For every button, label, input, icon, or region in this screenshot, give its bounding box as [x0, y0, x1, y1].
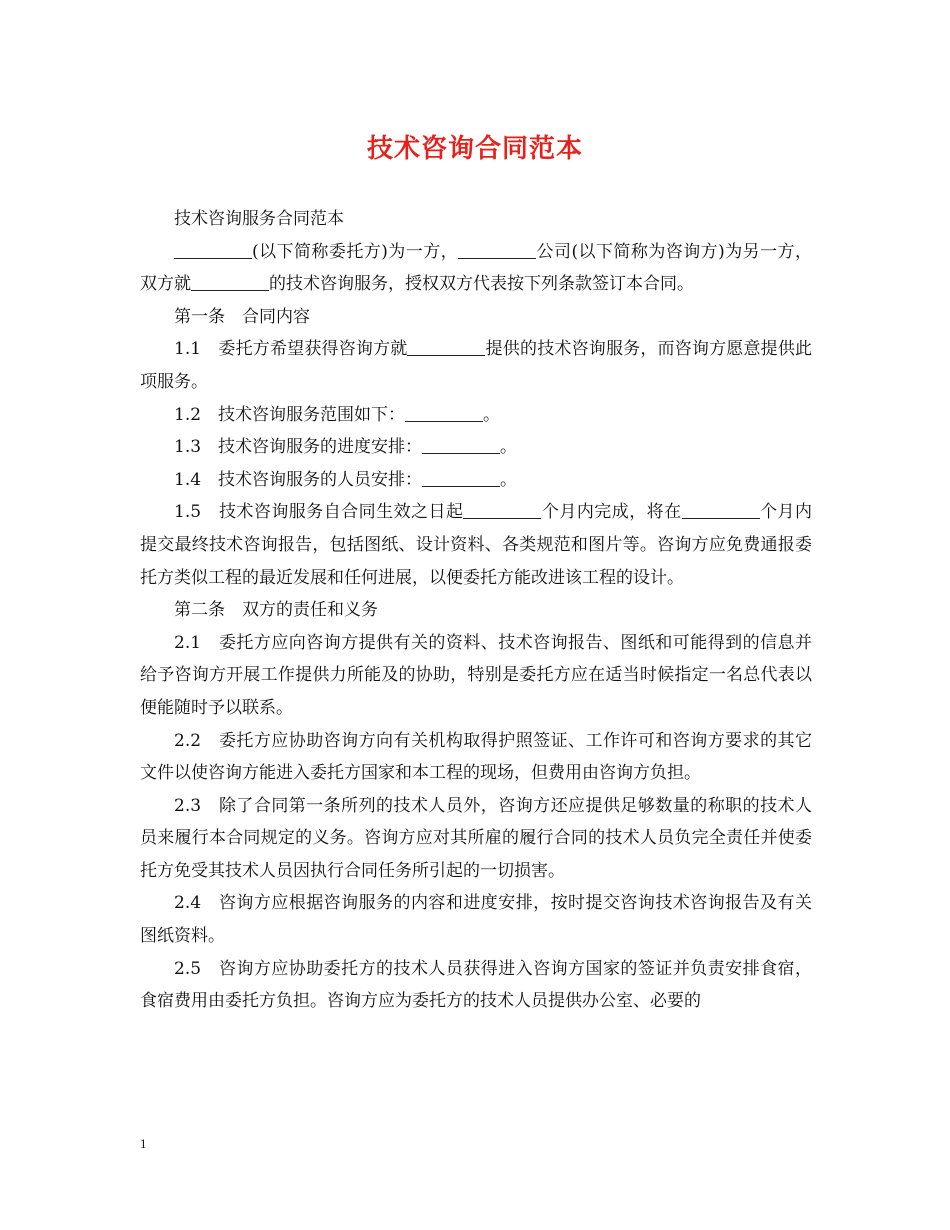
paragraph	[140, 627, 812, 725]
paragraph-text: 1.4 技术咨询服务的人员安排：	[174, 469, 423, 490]
paragraph	[140, 790, 812, 888]
paragraph-text: 技术咨询服务合同范本	[174, 209, 344, 229]
paragraph	[140, 236, 812, 301]
paragraph-text: 个月内提交最终技术咨询报告，包括图纸、设计资料、各类规范和图片等。咨询方应免费通报委托方类似工程的最近发展和任何进展，以便委托方能改进该工程的设计。	[140, 502, 812, 588]
paragraph	[140, 594, 812, 627]
paragraph	[140, 887, 812, 952]
paragraph	[140, 301, 812, 334]
fill-in-blank	[422, 433, 500, 454]
paragraph	[140, 203, 812, 236]
document-title: 技术咨询合同范本	[366, 134, 583, 164]
paragraph-text: 2.3 除了合同第一条所列的技术人员外，咨询方还应提供足够数量的称职的技术人员来履行本合同规定的义务。咨询方应对其所雇的履行合同的技术人员负完全责任并使委托方免受其技术人员因执行合同任务所引起的一切损害。	[140, 795, 812, 881]
paragraph	[140, 333, 812, 398]
paragraph-text: 。	[500, 437, 518, 458]
paragraph-text: 公司(以下简称为咨询方)为另一方，双方就	[140, 241, 813, 295]
document-body	[140, 203, 812, 1018]
fill-in-blank	[422, 466, 500, 487]
paragraph	[140, 496, 812, 594]
paragraph	[140, 464, 812, 497]
paragraph-text: 的技术咨询服务，授权双方代表按下列条款签订本合同。	[269, 274, 694, 295]
fill-in-blank	[463, 498, 541, 519]
paragraph	[140, 953, 812, 1018]
paragraph-text: 。	[500, 469, 518, 490]
paragraph-text: 2.4 咨询方应根据咨询服务的内容和进度安排，按时提交咨询技术咨询报告及有关图纸资料。	[140, 893, 812, 947]
paragraph-text: 1.1 委托方希望获得咨询方就	[174, 339, 408, 360]
paragraph-text: 。	[483, 404, 501, 425]
fill-in-blank	[405, 401, 483, 422]
page-number: 1	[140, 1136, 147, 1151]
paragraph-text: 第二条 双方的责任和义务	[174, 600, 378, 621]
paragraph-text: 2.1 委托方应向咨询方提供有关的资料、技术咨询报告、图纸和可能得到的信息并给予咨询方开展工作提供力所能及的协助，特别是委托方应在适当时候指定一名总代表以便能随时予以联系。	[140, 632, 812, 718]
fill-in-blank	[682, 498, 760, 519]
paragraph-text: 提供的技术咨询服务，而咨询方愿意提供此项服务。	[140, 339, 813, 392]
fill-in-blank	[458, 238, 536, 259]
paragraph-text: 第一条 合同内容	[174, 306, 310, 327]
fill-in-blank	[191, 270, 269, 291]
paragraph-text: 2.2 委托方应协助咨询方向有关机构取得护照签证、工作许可和咨询方要求的其它文件以使咨询方能进入委托方国家和本工程的现场，但费用由咨询方负担。	[140, 730, 812, 784]
paragraph-text: 1.3 技术咨询服务的进度安排：	[174, 437, 423, 458]
fill-in-blank	[174, 238, 252, 259]
paragraph-text: 1.5 技术咨询服务自合同生效之日起	[174, 502, 464, 523]
paragraph	[140, 399, 812, 432]
paragraph-text: 个月内完成，将在	[541, 502, 682, 523]
paragraph-text: 1.2 技术咨询服务范围如下：	[174, 404, 406, 425]
paragraph	[140, 431, 812, 464]
paragraph-text: 2.5 咨询方应协助委托方的技术人员获得进入咨询方国家的签证并负责安排食宿，食宿费用由委托方负担。咨询方应为委托方的技术人员提供办公室、必要的	[140, 958, 812, 1012]
paragraph	[140, 725, 812, 790]
paragraph-text: (以下简称委托方)为一方，	[252, 241, 459, 262]
fill-in-blank	[407, 335, 485, 356]
